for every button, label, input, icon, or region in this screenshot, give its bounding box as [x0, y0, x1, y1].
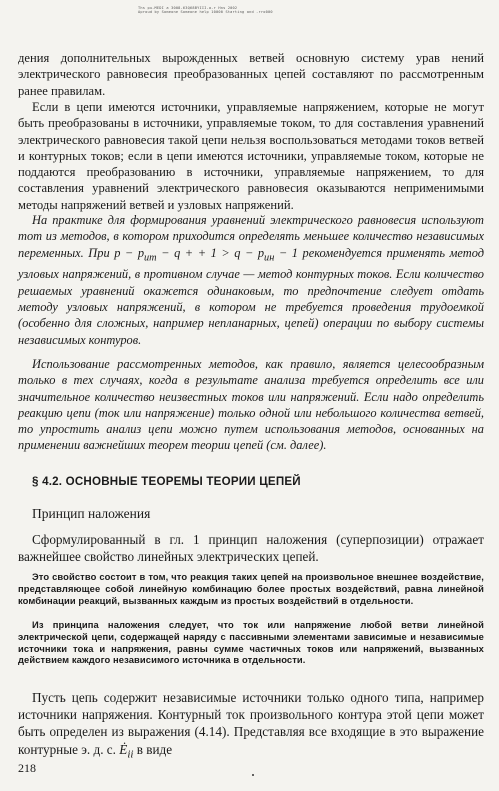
superposition-paragraph: [18, 531, 484, 565]
methods-usage-paragraph: [18, 356, 484, 454]
print-speck: [252, 774, 254, 776]
formula: [114, 245, 298, 264]
small-print-paragraph: [18, 571, 484, 606]
formula-part: − q + + 1 > q − p: [156, 245, 265, 260]
practice-paragraph: [18, 212, 484, 348]
formula-part: p − p: [114, 245, 145, 260]
text-run: рекомендуется применять метод узловых напряжений, в противном случае — метод контурных токов. Если количество решаемых уравнений окажется одинаковым, то предпочтение следует отдать методу узловых напряжений, в котором не требуется проведения трудоемкой (особенно для сложных, например непланарных, цепей) операции по выбору системы независимых контуров.: [18, 245, 485, 347]
paragraph-text: Это свойство состоит в том, что реакция таких цепей на произвольное внешнее воздействие, представляющее собой линейную комбинацию более простых воздействий, равна линейной комбинации реакций, вызванных каждым из простых воздействий в отдельности.: [18, 571, 484, 606]
small-print-paragraph: [18, 619, 484, 666]
paragraph-text: дения дополнительных вырожденных ветвей основную систему урав нений электрического равновесия преобразованных цепей составляют по рассмотренным ранее правилам.: [18, 51, 484, 98]
stamp-line: Aproud by Someone Someone help 10000 Starting and -rro000: [138, 10, 273, 15]
paragraph-text: Использование рассмотренных методов, как правило, является целесообразным только в тех случаях, когда в результате анализа требуется определить все или значительное количество неизвестных токов или напряжений. Если надо определить реакцию цепи (ток или напряжение) только одной или небольшого количества ветвей, то упростить анализ цепи можно путем использования методов, основанных на применении важнейших теорем теории цепей (см. далее).: [18, 357, 484, 453]
scan-header-stamp: [138, 6, 368, 15]
paragraph-text: Если в цепи имеются источники, управляемые напряжением, которые не могут быть преобразованы в источники, управляемые током, то для составления уравнений электрического равновесия такой цепи нельзя воспользоваться методами токов ветвей и контурных токов; если в цепи имеются источники, управляемые током, которые не поддаются преобразованию в источники, управляемые напряжением, то для составления уравнений электрического равновесия оказываются неприменимыми методы напряжений ветвей и узловых напряжений.: [18, 100, 484, 212]
paragraph-text: Сформулированный в гл. 1 принцип наложения (суперпозиции) отражает важнейшее свойство линейных электрических цепей.: [18, 532, 484, 564]
controlled-sources-paragraph: [18, 99, 484, 213]
stamp-line: Ths pu-MEDI a 3008-63Q68BYIII-a-r Hns 2002: [138, 6, 238, 10]
text-run: в виде: [133, 741, 173, 757]
text-run: На практике для формирования уравнений электрического равновесия используют тот из методов, в котором приходится определять меньшее количество независимых переменных. При: [18, 213, 484, 260]
text-run: Пусть цепь содержит независимые источники только одного типа, например источники напряжения. Контурный ток произвольного контура этой цепи может быть определен из выражения (4.14). Представляя все входящие в это выражение контурные э. д. с.: [18, 690, 484, 757]
continuation-paragraph: [18, 50, 484, 99]
subsection-heading: Принцип наложения: [32, 506, 151, 521]
emf-subscript: ii: [127, 748, 134, 761]
paragraph-text: [18, 689, 484, 763]
formula-subscript: ит: [144, 252, 157, 264]
formula-subscript: ин: [264, 252, 275, 264]
paragraph-text: [18, 212, 484, 348]
book-page: [18, 0, 484, 791]
emf-symbol: Ė: [119, 741, 128, 757]
page-number: 218: [18, 761, 36, 775]
single-source-paragraph: [18, 689, 484, 763]
paragraph-text: Из принципа наложения следует, что ток или напряжение любой ветви линейной электрической цепи, содержащей наряду с пассивными элементами зависимые и независимые источники тока и напряжения, равны сумме частичных токов или напряжений, вызванных действием каждого независимого источника в отдельности.: [18, 619, 484, 666]
section-heading: § 4.2. ОСНОВНЫЕ ТЕОРЕМЫ ТЕОРИИ ЦЕПЕЙ: [32, 475, 301, 488]
formula-part: − 1: [274, 245, 298, 260]
